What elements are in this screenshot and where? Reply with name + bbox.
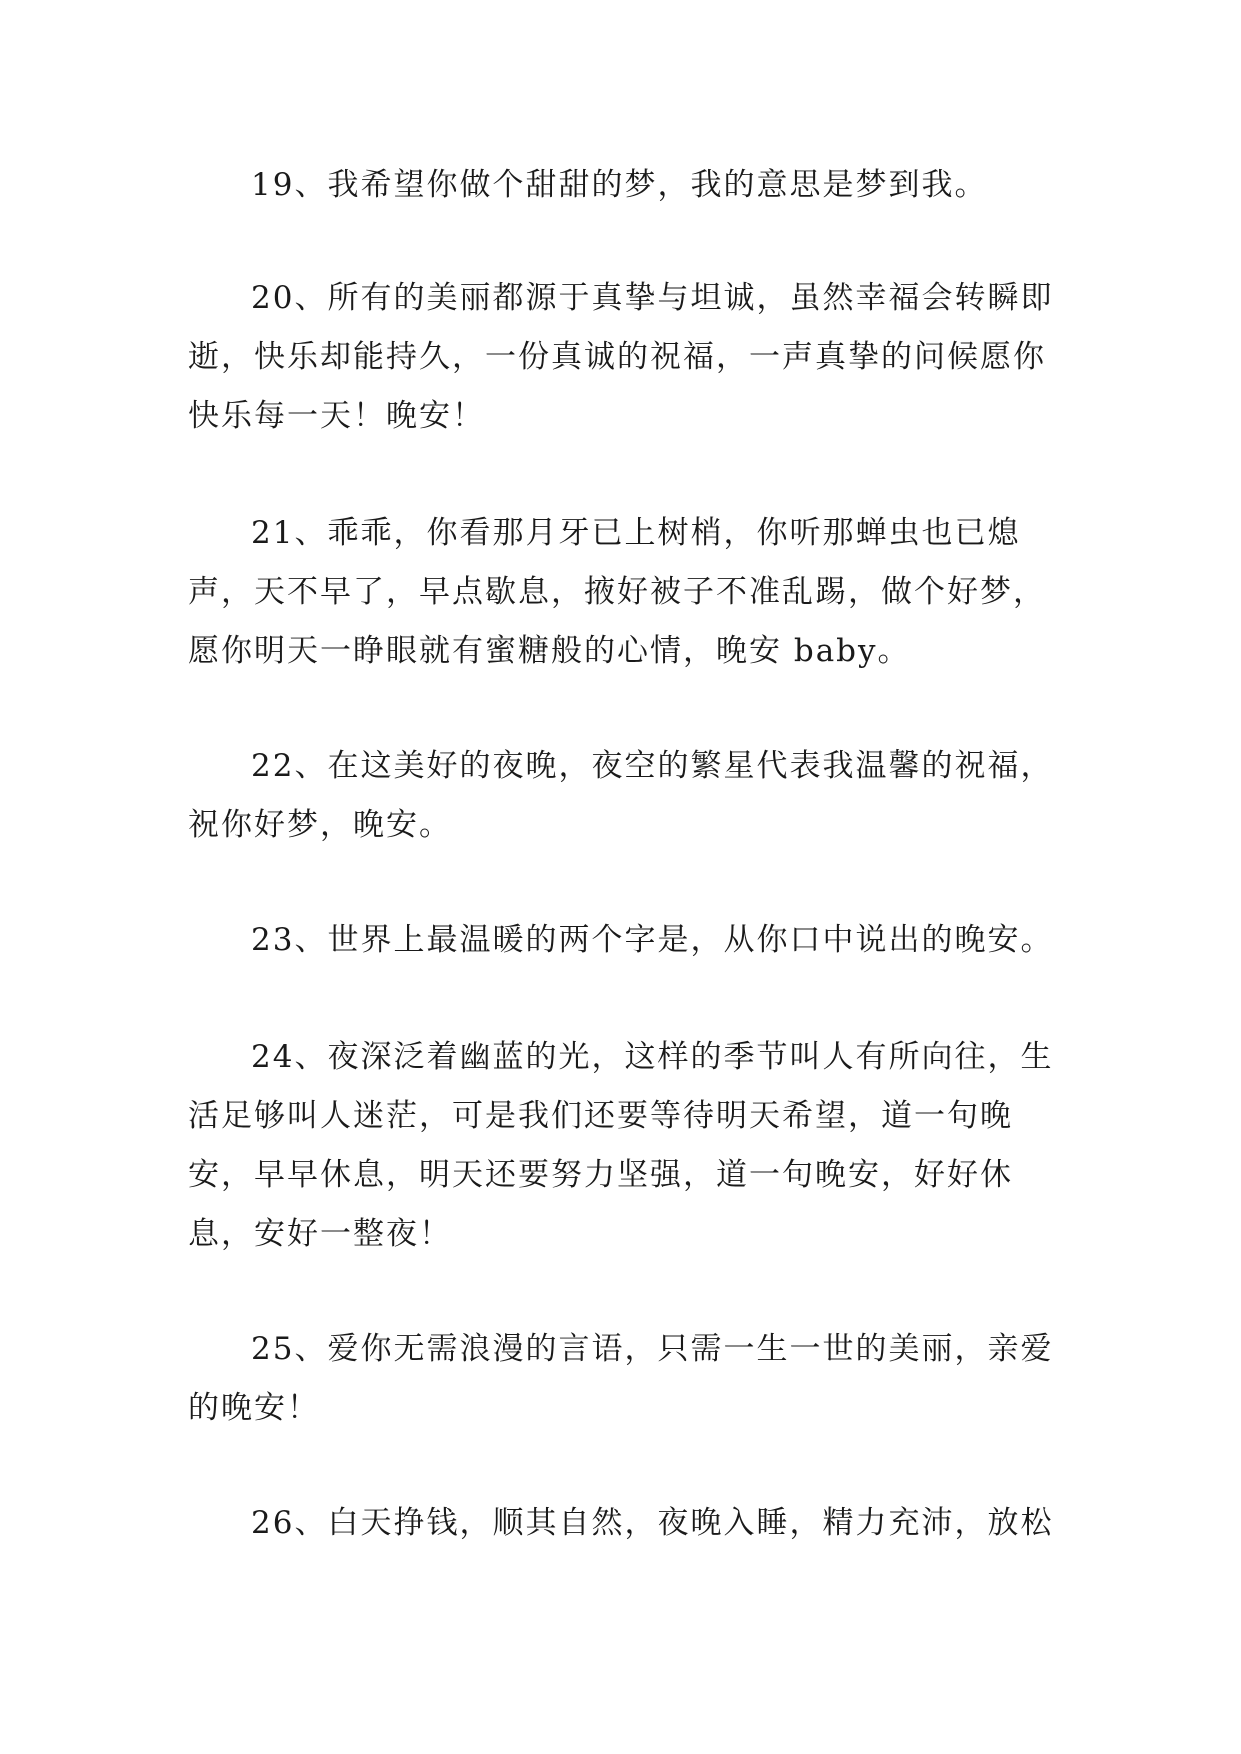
paragraph-21: 21、乖乖，你看那月牙已上树梢，你听那蝉虫也已熄声，天不早了，早点歇息，掖好被子不准乱踢，做个好梦，愿你明天一睁眼就有蜜糖般的心情，晚安 baby。 xyxy=(188,515,1046,669)
paragraph-22: 22、在这美好的夜晚，夜空的繁星代表我温馨的祝福，祝你好梦，晚安。 xyxy=(188,748,1054,843)
paragraph-23: 23、世界上最温暖的两个字是，从你口中说出的晚安。 xyxy=(251,922,1054,958)
paragraph-25: 25、爱你无需浪漫的言语，只需一生一世的美丽，亲爱的晚安！ xyxy=(188,1331,1054,1426)
paragraph-20: 20、所有的美丽都源于真挚与坦诚，虽然幸福会转瞬即逝，快乐却能持久，一份真诚的祝福，一声真挚的问候愿你快乐每一天！晚安！ xyxy=(188,280,1054,434)
paragraph-24: 24、夜深泛着幽蓝的光，这样的季节叫人有所向往，生活足够叫人迷茫，可是我们还要等待明天希望，道一句晚安，早早休息，明天还要努力坚强，道一句晚安，好好休息，安好一整夜！ xyxy=(188,1039,1054,1252)
paragraph-26: 26、白天挣钱，顺其自然，夜晚入睡，精力充沛，放松 xyxy=(251,1505,1054,1541)
paragraph-19: 19、我希望你做个甜甜的梦，我的意思是梦到我。 xyxy=(251,167,988,203)
